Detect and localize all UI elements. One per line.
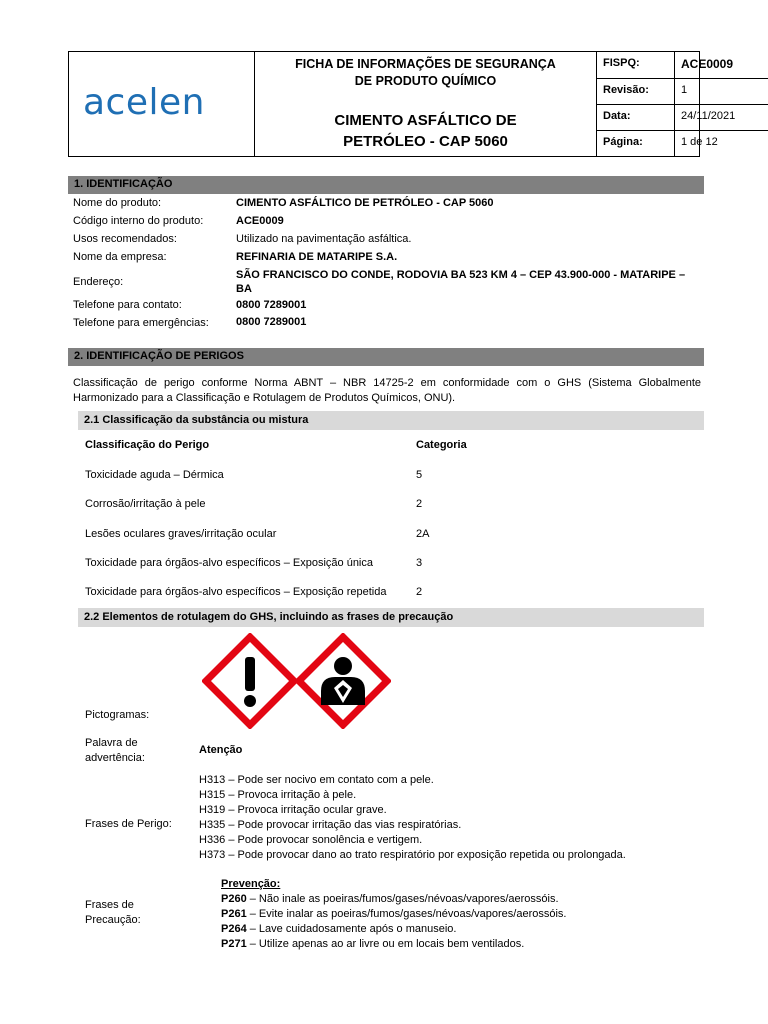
meta-key: FISPQ: [597,52,675,78]
hazard-text: – Pode ser nocivo em contato com a pele. [225,774,434,786]
field-label-product-name: Nome do produto: [73,197,162,209]
signal-word: Atenção [199,744,243,756]
hazard-code: H335 [199,819,226,831]
precaution-statements-label [85,898,141,928]
field-label-contact-phone: Telefone para contato: [73,299,182,311]
hazard-statement [199,833,626,848]
meta-row-page [69,130,718,156]
meta-key: Página: [597,130,675,156]
hazard-code: H373 [199,849,226,861]
hazard-statements-list [199,773,626,863]
logo-text: acelen [83,82,205,123]
pictograms-label: Pictogramas: [85,709,150,721]
product-title-line1: CIMENTO ASFÁLTICO DE [334,112,517,129]
category-value: 2A [416,528,430,540]
field-label-address: Endereço: [73,276,124,288]
field-value-contact-phone: 0800 7289001 [236,299,307,311]
hazard-row: Toxicidade para órgãos-alvo específicos – Exposição única [85,557,373,569]
meta-key: Data: [597,104,675,130]
precaution-items [221,892,566,952]
precaution-label-line2: Precaução: [85,914,141,926]
field-label-company: Nome da empresa: [73,251,167,263]
classification-intro [73,376,701,406]
document-title-line2: DE PRODUTO QUÍMICO [354,74,497,88]
category-value: 3 [416,557,423,569]
field-value-product-name: CIMENTO ASFÁLTICO DE PETRÓLEO - CAP 5060 [236,197,494,209]
field-value-company: REFINARIA DE MATARIPE S.A. [236,251,398,263]
hazard-statement [199,848,626,863]
hazard-row: Corrosão/irritação à pele [85,498,206,510]
field-label-emergency-phone: Telefone para emergências: [73,317,209,329]
product-title-line2: PETRÓLEO - CAP 5060 [343,133,508,150]
hazard-text: – Pode provocar sonolência e vertigem. [225,834,423,846]
col-header-hazard: Classificação do Perigo [85,439,210,451]
precaution-code: P261 [221,908,247,920]
intro-line2: Harmonizado para a Classificação e Rotulagem de Produtos Químicos, ONU). [73,392,456,404]
hazard-statement [199,788,626,803]
document-meta [69,52,736,156]
meta-key: Revisão: [597,78,675,104]
precaution-code: P271 [221,938,247,950]
field-value-uses: Utilizado na pavimentação asfáltica. [236,233,412,245]
field-value-address [236,268,685,296]
hazard-row: Lesões oculares graves/irritação ocular [85,528,277,540]
precaution-text: – Não inale as poeiras/fumos/gases/névoas/vapores/aerossóis. [246,893,559,905]
hazard-row: Toxicidade para órgãos-alvo específicos – Exposição repetida [85,586,387,598]
prevention-heading: Prevenção: [221,878,281,890]
precaution-statement [221,937,566,952]
precaution-text: – Evite inalar as poeiras/fumos/gases/névoas/vapores/aerossóis. [246,908,567,920]
document-header [68,51,736,157]
hazard-code: H336 [199,834,226,846]
address-line2: BA [236,283,252,295]
hazard-statement [199,803,626,818]
signal-label-line2: advertência: [85,752,145,764]
meta-value: 1 [675,78,768,104]
address-line1: SÃO FRANCISCO DO CONDE, RODOVIA BA 523 KM 4 – CEP 43.900-000 - MATARIPE – [236,269,686,281]
subsection-2-1-header: 2.1 Classificação da substância ou mistura [78,411,704,430]
precaution-code: P264 [221,923,247,935]
intro-line1: Classificação de perigo conforme Norma ABNT – NBR 14725-2 em conformidade com o GHS (Sistema Globalmente [73,377,701,389]
section-1-header: 1. IDENTIFICAÇÃO [68,176,704,194]
meta-row-date [69,104,736,130]
meta-value: ACE0009 [681,57,734,71]
hazard-code: H319 [199,804,226,816]
subsection-2-2-header: 2.2 Elementos de rotulagem do GHS, incluindo as frases de precaução [78,608,704,627]
meta-value: 1 de 12 [675,130,768,156]
field-value-emergency-phone: 0800 7289001 [236,316,307,328]
signal-word-label [85,736,145,766]
signal-label-line1: Palavra de [85,737,138,749]
exclamation-mark-icon [202,633,298,729]
hazard-text: – Pode provocar dano ao trato respiratório por exposição repetida ou prolongada. [225,849,626,861]
hazard-row: Toxicidade aguda – Dérmica [85,469,224,481]
category-value: 2 [416,498,423,510]
hazard-statement [199,773,626,788]
hazard-code: H313 [199,774,226,786]
category-value: 2 [416,586,423,598]
precaution-statements-list [221,877,280,892]
hazard-text: – Pode provocar irritação das vias respiratórias. [225,819,462,831]
meta-row-revision [69,78,699,104]
col-header-category: Categoria [416,439,467,451]
precaution-text: – Utilize apenas ao ar livre ou em locais bem ventilados. [246,938,525,950]
hazard-code: H315 [199,789,226,801]
precaution-statement [221,922,566,937]
document-title-line1: FICHA DE INFORMAÇÕES DE SEGURANÇA [295,57,556,71]
hazard-statements-label: Frases de Perigo: [85,818,172,830]
precaution-statement [221,907,566,922]
hazard-text: – Provoca irritação ocular grave. [225,804,387,816]
precaution-label-line1: Frases de [85,899,134,911]
field-label-internal-code: Código interno do produto: [73,215,204,227]
field-value-internal-code: ACE0009 [236,215,284,227]
meta-value: 24/11/2021 [675,104,768,130]
category-value: 5 [416,469,423,481]
hazard-text: – Provoca irritação à pele. [225,789,357,801]
precaution-statement [221,892,566,907]
field-label-uses: Usos recomendados: [73,233,177,245]
precaution-code: P260 [221,893,247,905]
health-hazard-icon [295,633,391,729]
section-2-header: 2. IDENTIFICAÇÃO DE PERIGOS [68,348,704,366]
meta-row-fispq [69,52,734,78]
hazard-statement [199,818,626,833]
precaution-text: – Lave cuidadosamente após o manuseio. [246,923,457,935]
